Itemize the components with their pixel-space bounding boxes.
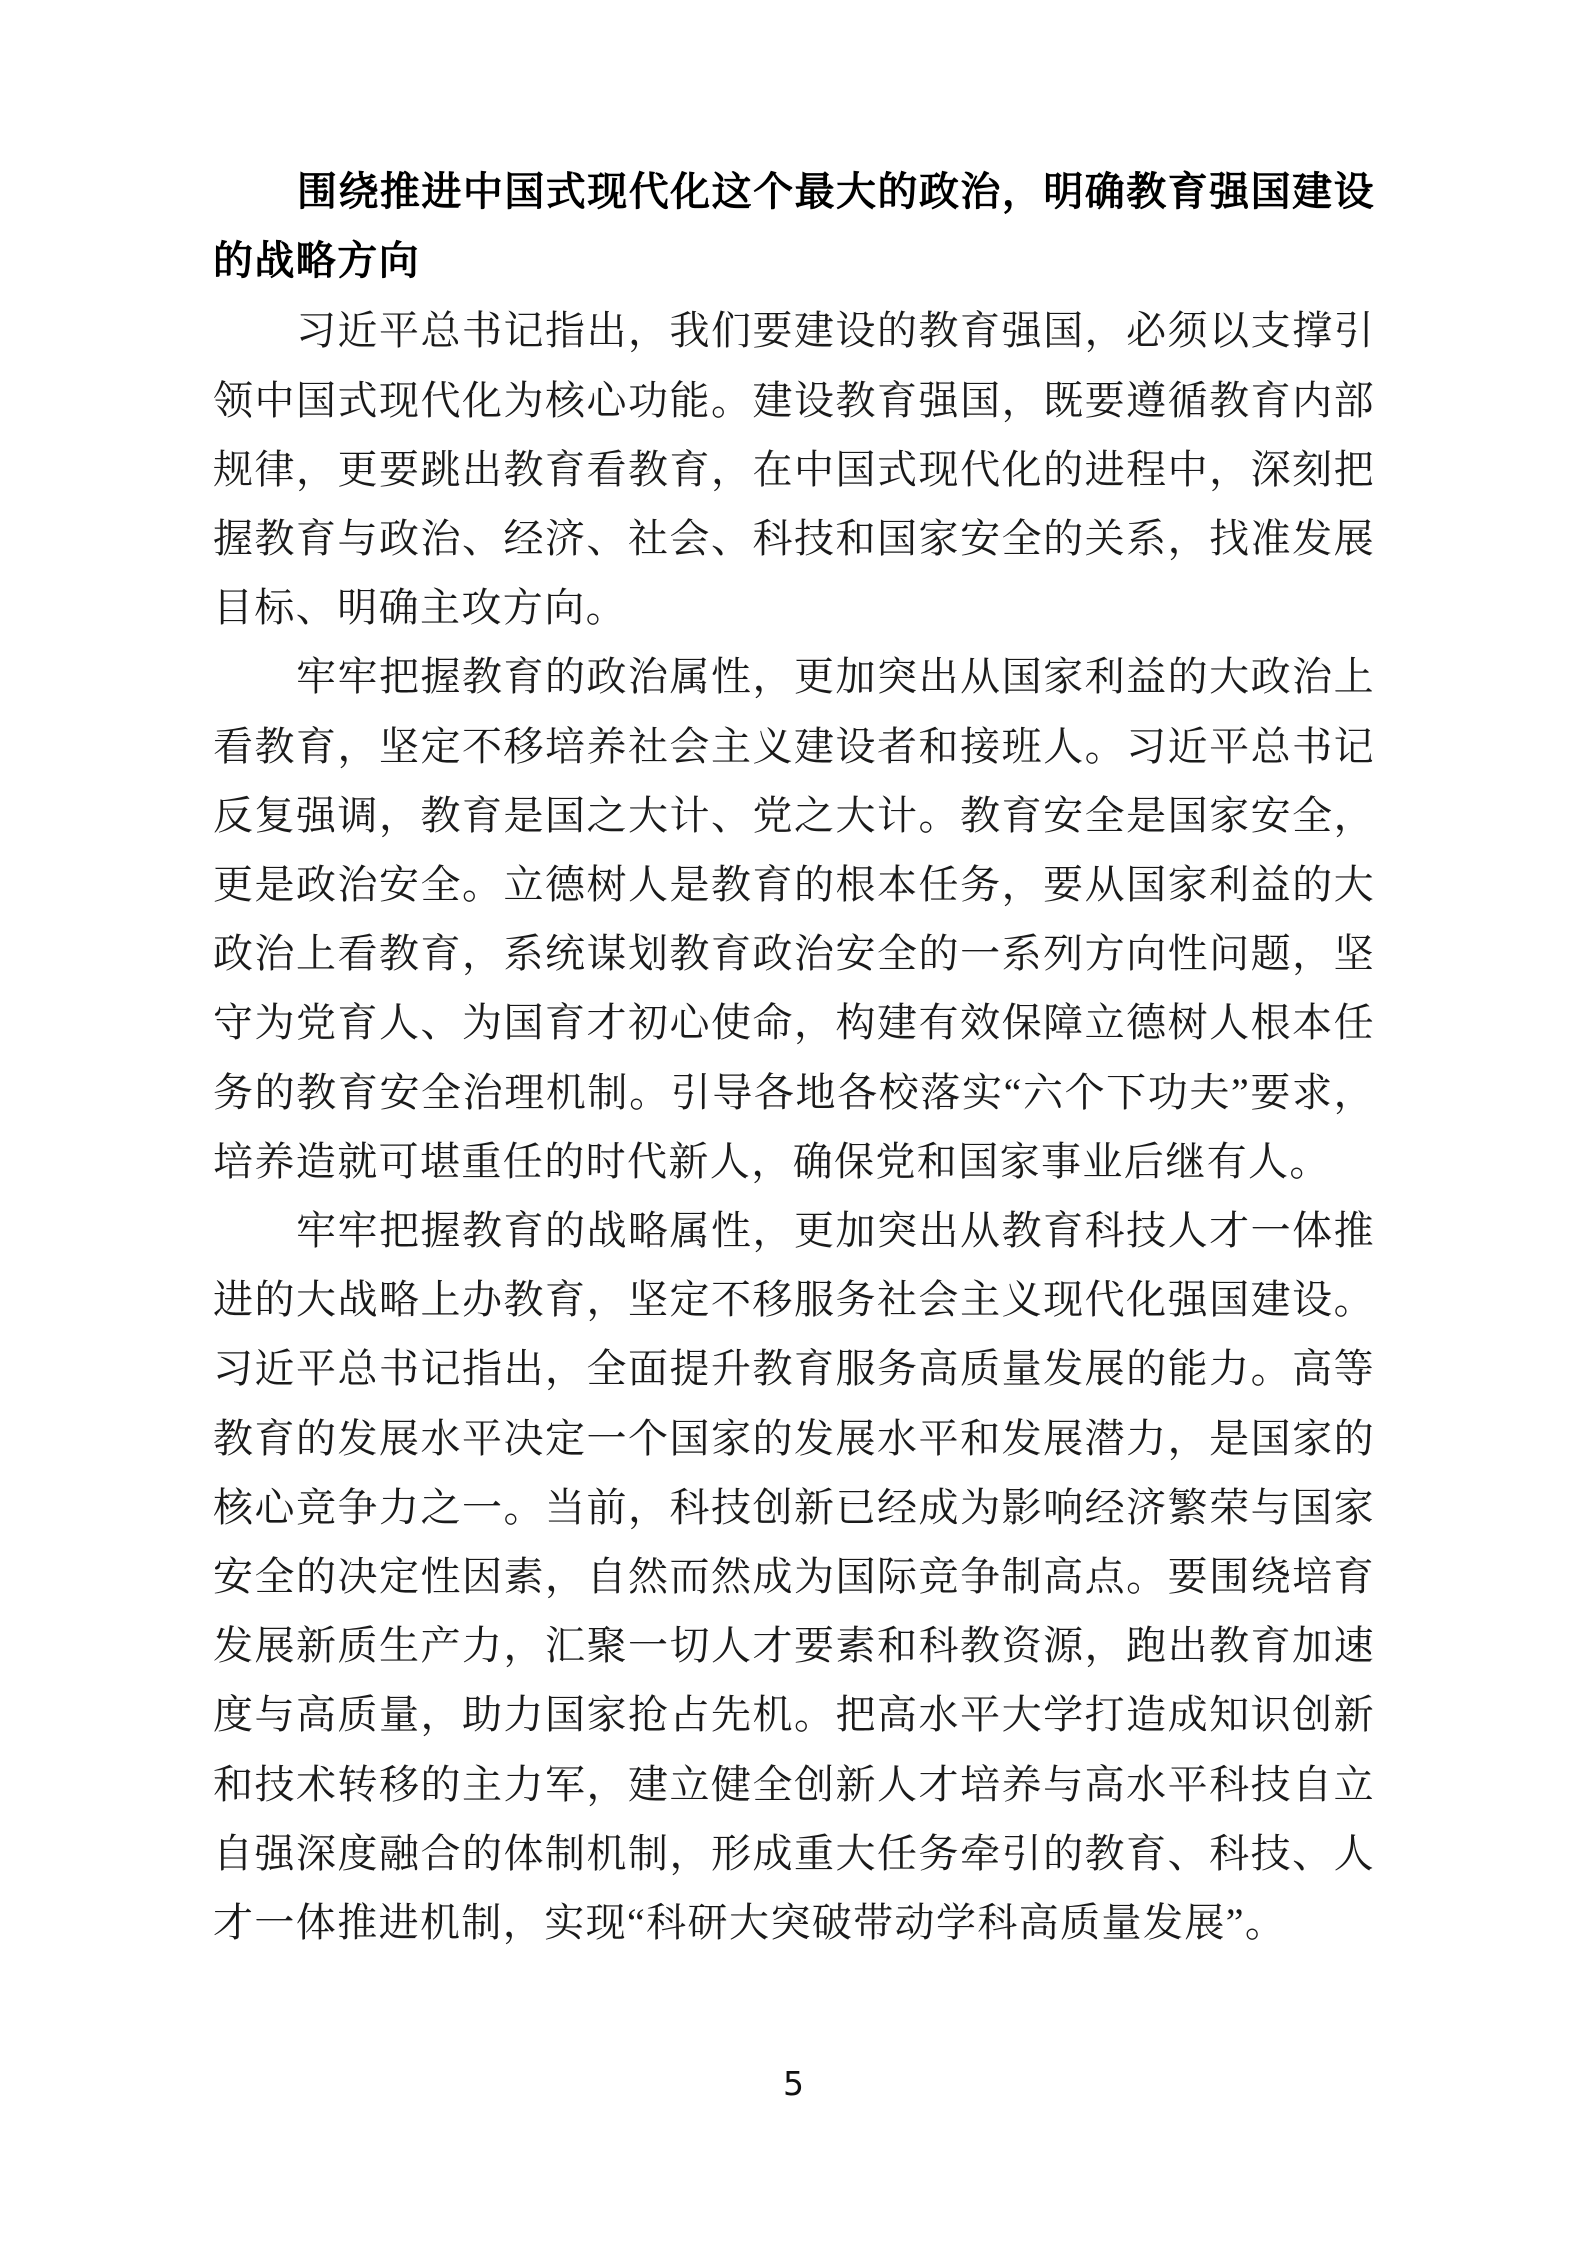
page-number: 5 [783, 2064, 804, 2103]
document-body [213, 158, 1375, 1957]
body-paragraph-1: 习近平总书记指出，我们要建设的教育强国，必须以支撑引领中国式现代化为核心功能。建设教育强国，既要遵循教育内部规律，更要跳出教育看教育，在中国式现代化的进程中，深刻把握教育与政治、经济、社会、科技和国家安全的关系，找准发展目标、明确主攻方向。 [213, 308, 1375, 631]
page-footer [0, 2066, 1587, 2102]
body-paragraph-3: 牢牢把握教育的战略属性，更加突出从教育科技人才一体推进的大战略上办教育，坚定不移服务社会主义现代化强国建设。习近平总书记指出，全面提升教育服务高质量发展的能力。高等教育的发展水平决定一个国家的发展水平和发展潜力，是国家的核心竞争力之一。当前，科技创新已经成为影响经济繁荣与国家安全的决定性因素，自然而然成为国际竞争制高点。要围绕培育发展新质生产力，汇聚一切人才要素和科教资源，跑出教育加速度与高质量，助力国家抢占先机。把高水平大学打造成知识创新和技术转移的主力军，建立健全创新人才培养与高水平科技自立自强深度融合的体制机制，形成重大任务牵引的教育、科技、人才一体推进机制，实现“科研大突破带动学科高质量发展”。 [213, 1208, 1375, 1946]
section-heading: 围绕推进中国式现代化这个最大的政治，明确教育强国建设的战略方向 [213, 169, 1375, 285]
body-paragraph-2: 牢牢把握教育的政治属性，更加突出从国家利益的大政治上看教育，坚定不移培养社会主义建设者和接班人。习近平总书记反复强调，教育是国之大计、党之大计。教育安全是国家安全，更是政治安全。立德树人是教育的根本任务，要从国家利益的大政治上看教育，系统谋划教育政治安全的一系列方向性问题，坚守为党育人、为国育才初心使命，构建有效保障立德树人根本任务的教育安全治理机制。引导各地各校落实“六个下功夫”要求，培养造就可堪重任的时代新人，确保党和国家事业后继有人。 [213, 654, 1375, 1184]
